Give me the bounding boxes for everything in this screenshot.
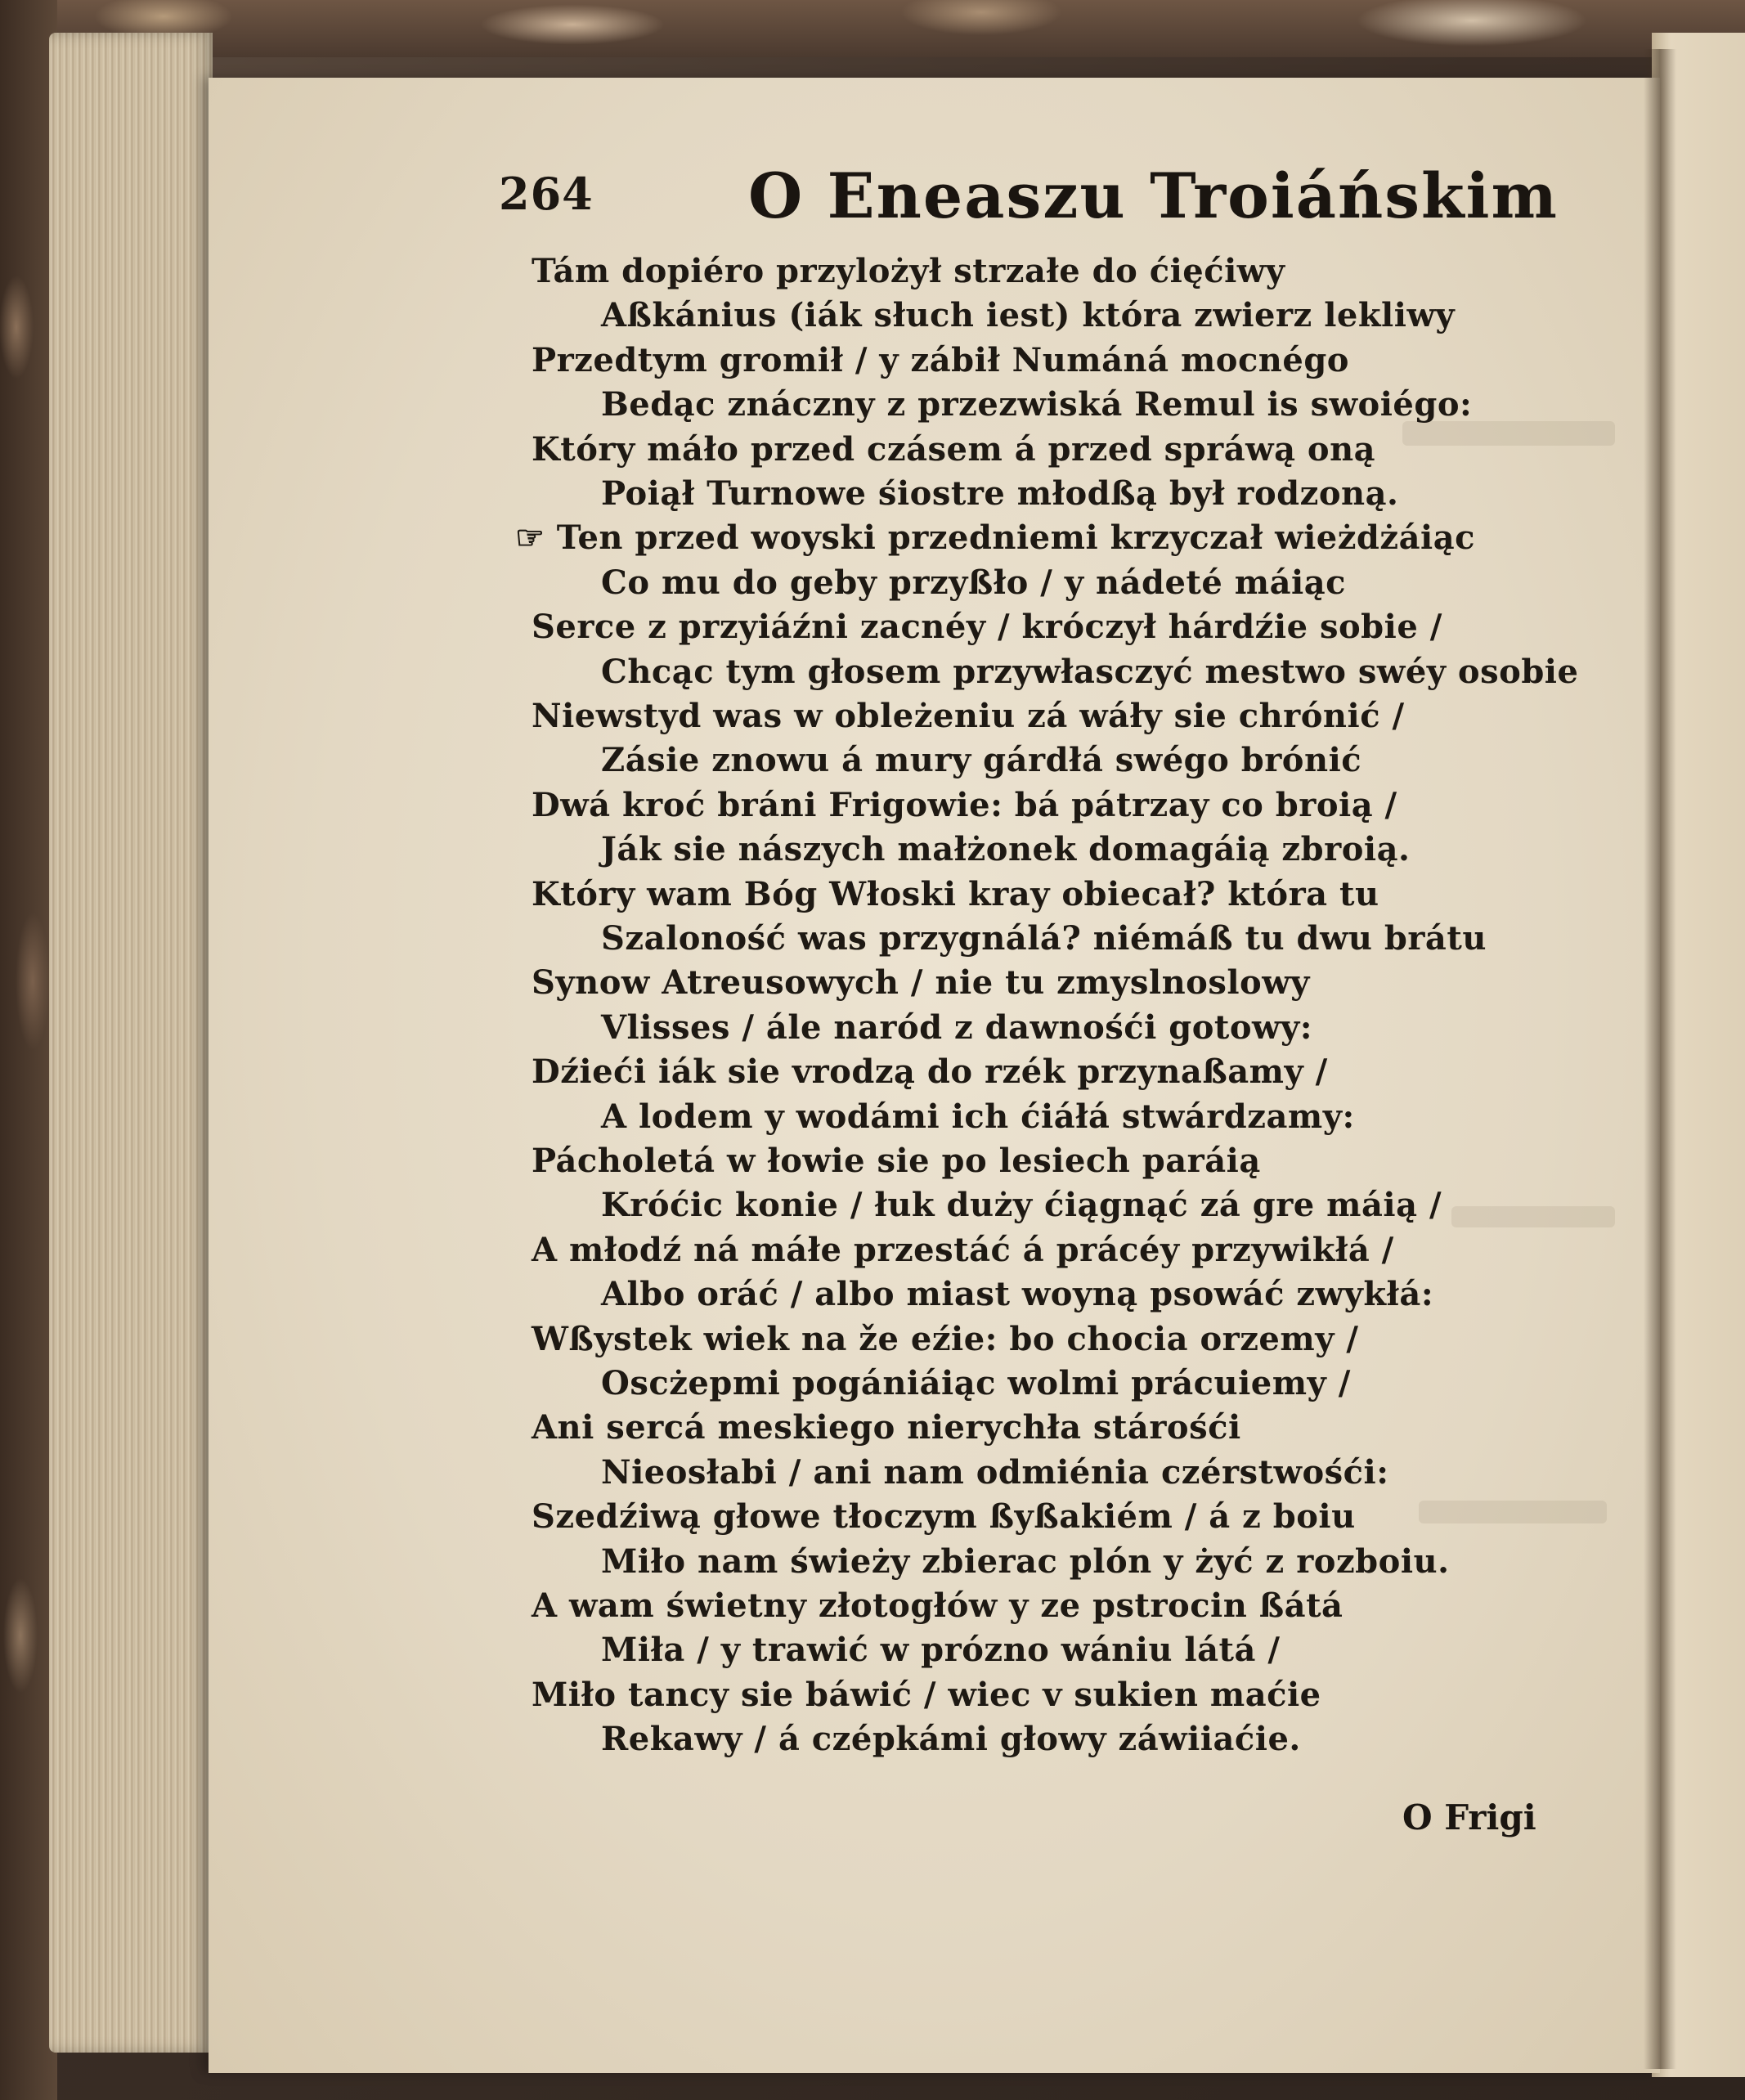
verse-line: Oscżepmi pogániáiąc wolmi prácuiemy /	[601, 1364, 1351, 1402]
verse-line: Rekawy / á czépkámi głowy záwiiaćie.	[601, 1720, 1301, 1758]
bleed-through-mark	[1451, 1206, 1615, 1227]
verse-line: Szedźiwą głowe tłoczym ßyßakiém / á z boiu	[532, 1497, 1356, 1536]
page-gutter	[1644, 49, 1676, 2069]
verse-line: Co mu do geby przyßło / y nádeté máiąc	[601, 563, 1346, 602]
verse-line: A młodź ná máłe przestáć á prácéy przywikłá /	[532, 1231, 1394, 1269]
verse-line: Pácholetá w łowie sie po lesiech paráią	[532, 1142, 1261, 1180]
verse-line: Miła / y trawić w prózno wániu látá /	[601, 1631, 1281, 1669]
page-number: 264	[499, 168, 594, 220]
catchword: O Frigi	[1402, 1797, 1536, 1838]
verse-line: Ják sie nászych małżonek domagáią zbroią.	[601, 830, 1411, 868]
verse-line: Albo oráć / albo miast woyną psowáć zwykłá:	[601, 1275, 1434, 1313]
verse-line: A lodem y wodámi ich ćiáłá stwárdzamy:	[601, 1097, 1355, 1136]
marbled-cover-top	[0, 0, 1745, 57]
verse-line: Który máło przed czásem á przed spráwą oną	[532, 430, 1376, 469]
verse-line: Tám dopiéro przylożył strzałe do ćięćiwy	[532, 252, 1285, 290]
verse-line: ☞ Ten przed woyski przedniemi krzyczał wieżdżáiąc	[515, 518, 1475, 557]
verse-line: Niewstyd was w obleżeniu zá wáły sie chrónić /	[532, 697, 1405, 735]
verse-line: Dwá kroć bráni Frigowie: bá pátrzay co broią /	[532, 786, 1397, 824]
verse-line: Nieosłabi / ani nam odmiénia czérstwośći:	[601, 1453, 1389, 1492]
verse-line: Vlisses / ále naród z dawnośći gotowy:	[601, 1008, 1312, 1047]
verse-line: Dźieći iák sie vrodzą do rzék przynaßamy /	[532, 1052, 1328, 1091]
verse-line: Serce z przyiáźni zacnéy / króczył hárdźie sobie /	[532, 608, 1442, 646]
verse-line: Aßkánius (iák słuch iest) która zwierz lekliwy	[601, 296, 1456, 334]
verse-line: Poiął Turnowe śiostre młodßą był rodzoną.	[601, 474, 1399, 513]
verse-line: Zásie znowu á mury gárdłá swégo brónić	[601, 741, 1362, 779]
verse-line: Synow Atreusowych / nie tu zmyslnoslowy	[532, 963, 1310, 1002]
running-head: O Eneaszu Troiáńskim	[748, 159, 1559, 232]
verse-line: Szaloność was przygnálá? niémáß tu dwu brátu	[601, 919, 1487, 958]
bleed-through-mark	[1402, 421, 1615, 446]
bleed-through-mark	[1419, 1501, 1607, 1523]
verse-line: Miło nam świeży zbierac plón y żyć z rozboiu.	[601, 1542, 1450, 1581]
verse-line: Króćic konie / łuk duży ćiągnąć zá gre máią /	[601, 1186, 1442, 1224]
verse-line: A wam świetny złotogłów y ze pstrocin ßátá	[532, 1586, 1344, 1625]
verse-line: Który wam Bóg Włoski kray obiecał? która tu	[532, 875, 1379, 913]
page-edges-stack	[49, 33, 213, 2053]
verse-line: Bedąc znáczny z przezwiská Remul is swoiégo:	[601, 385, 1473, 424]
verse-line: Przedtym gromił / y zábił Numáná mocnégo	[532, 341, 1349, 379]
verse-line: Miło tancy sie báwić / wiec v sukien maćie	[532, 1676, 1321, 1714]
verse-line: Ani sercá meskiego nierychła stárośći	[532, 1408, 1241, 1447]
verse-line: Wßystek wiek na že eźie: bo chocia orzemy /	[532, 1320, 1359, 1358]
verse-line: Chcąc tym głosem przywłasczyć mestwo swéy osobie	[601, 653, 1579, 691]
